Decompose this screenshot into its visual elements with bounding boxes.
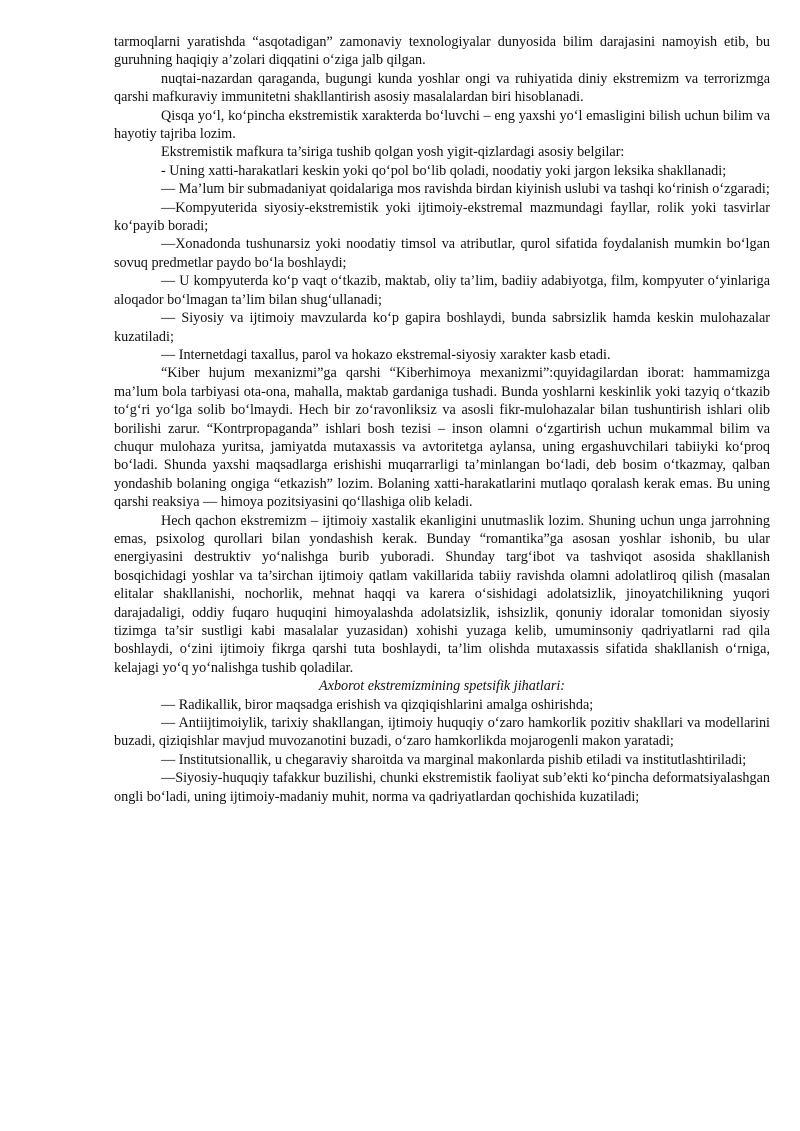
section-title: Axborot ekstremizmining spetsifik jihatlari: bbox=[318, 678, 566, 695]
paragraph: “Kiber hujum mexanizmi”ga qarshi “Kiberhimoya mexanizmi”:quyidagilardan iborat: hammamizga ma’lum bola tarbiyasi ota-ona, mahalla, maktab gardaniga tushadi. Bunda yoshlarni keskinlik yoki tazyiq o‘tkazib to‘g‘ri yo‘lga solib bo‘lmaydi. Hech bir zo‘ravonliksiz va asosli fikr-mulohazalar bilan tushuntirish ishlari olib borilishi zarur. “Kontrpropaganda” ishlari bosh tezisi – inson olamni o‘zgartirish uchun mukammal bilim va chuqur mulohaza yuritsa, jamiyatda mutaxassis va avtoritetga aylansa, uning ergashuvchilari tabiiyki ko‘proq bo‘ladi. Shunda yaxshi maqsadlarga erishishi muqarrarligi ta’minlangan bo‘ladi, deb bosim o‘tkazmay, qalban yondashib bolaning ongiga “etkazish” lozim. Bolaning xatti-harakatlarini mutlaqo qoralash kerak emas. Bu uning qarshi reaksiya — himoya pozitsiyasini qo‘llashiga olib keladi. bbox=[114, 365, 770, 511]
paragraph: Hech qachon ekstremizm – ijtimoiy xastalik ekanligini unutmaslik lozim. Shuning uchun unga jarrohning emas, psixolog qurollari bilan yondashish kerak. Bunday “romantika”ga asosan yoshlar ishonib, bu ular energiyasini destruktiv yo‘nalishga burib yuboradi. Shunday targ‘ibot va tashviqot asosida shakllanish bosqichidagi yoshlar va ta’sirchan ijtimoiy qatlam vakillarida tabiiy ravishda olamni adolatliroq qilish (masalan elitalar shakllanishi, nochorlik, mehnat haqqi va karera o‘sishidagi adolatsizlik, jinoyatchilikning yuqori darajadaligi, oddiy fuqaro huquqini himoyalashda adolatsizlik, ishsizlik, qonuniy idoralar tomonidan siyosiy tizimga ta’sir sustligi kabi masalalar yuzasidan) xohishi yuzaga kelib, umuminsoniy qadriyatlarni rad qila boshlaydi, o‘zini ijtimoiy fikrga qarshi tuta boshlaydi, ta’lim olishda mutaxassis sifatida shakllanish o‘rniga, kelajagi yo‘q yo‘nalishga tushib qoladilar. bbox=[114, 512, 770, 676]
list-item: — Internetdagi taxallus, parol va hokazo ekstremal-siyosiy xarakter kasb etadi. bbox=[161, 346, 611, 363]
list-item: —Siyosiy-huquqiy tafakkur buzilishi, chunki ekstremistik faoliyat sub’ekti ko‘pincha deformatsiyalashgan ongli bo‘ladi, uning ijtimoiy-madaniy muhit, norma va qadriyatlardan qochishida kuzatiladi; bbox=[114, 770, 770, 805]
paragraph: nuqtai-nazardan qaraganda, bugungi kunda yoshlar ongi va ruhiyatida diniy ekstremizm va terrorizmga qarshi mafkuraviy immunitetni shakllantirish asosiy masalalardan biri hisoblanadi. bbox=[114, 70, 770, 106]
list-item: — Radikallik, biror maqsadga erishish va qizqiqishlarini amalga oshirishda; bbox=[161, 696, 594, 713]
list-item: — Siyosiy va ijtimoiy mavzularda ko‘p gapira boshlaydi, bunda sabrsizlik hamda keskin mulohazalar kuzatiladi; bbox=[114, 310, 770, 345]
paragraph: Qisqa yo‘l, ko‘pincha ekstremistik xarakterda bo‘luvchi – eng yaxshi yo‘l emasligini bilish uchun bilim va hayotiy tajriba lozim. bbox=[114, 107, 770, 143]
list-item: — Ma’lum bir submadaniyat qoidalariga mos ravishda birdan kiyinish uslubi va tashqi ko‘rinish o‘zgaradi; bbox=[161, 181, 770, 198]
list-item: — U kompyuterda ko‘p vaqt o‘tkazib, maktab, oliy ta’lim, badiiy adabiyotga, film, kompyuter o‘yinlariga aloqador bo‘lmagan ta’lim bilan shug‘ullanadi; bbox=[114, 273, 770, 308]
paragraph: tarmoqlarni yaratishda “asqotadigan” zamonaviy texnologiyalar dunyosida bilim darajasini namoyish etib, bu guruhning haqiqiy a’zolari diqqatini o‘ziga jalb qilgan. bbox=[114, 34, 770, 69]
list-item: — Antiijtimoiylik, tarixiy shakllangan, ijtimoiy huquqiy o‘zaro hamkorlik pozitiv shakllari va modellarini buzadi, qiziqishlar mavjud muvozanotini buzadi, o‘zaro hamkorlikda mojarogenli makon yaratadi; bbox=[114, 715, 770, 750]
list-item: —Kompyuterida siyosiy-ekstremistik yoki ijtimoiy-ekstremal mazmundagi fayllar, rolik yoki tasvirlar ko‘payib boradi; bbox=[114, 199, 770, 235]
list-item: - Uning xatti-harakatlari keskin yoki qo‘pol bo‘lib qoladi, noodatiy yoki jargon leksika shakllanadi; bbox=[161, 162, 727, 179]
list-item: — Institutsionallik, u chegaraviy sharoitda va marginal makonlarda pishib etiladi va institutlashtiriladi; bbox=[161, 751, 747, 768]
list-item: —Xonadonda tushunarsiz yoki noodatiy timsol va atributlar, qurol sifatida foydalanish mumkin bo‘lgan sovuq predmetlar paydo bo‘la boshlaydi; bbox=[114, 236, 770, 271]
paragraph: Ekstremistik mafkura ta’siriga tushib qolgan yosh yigit-qizlardagi asosiy belgilar: bbox=[161, 144, 625, 161]
